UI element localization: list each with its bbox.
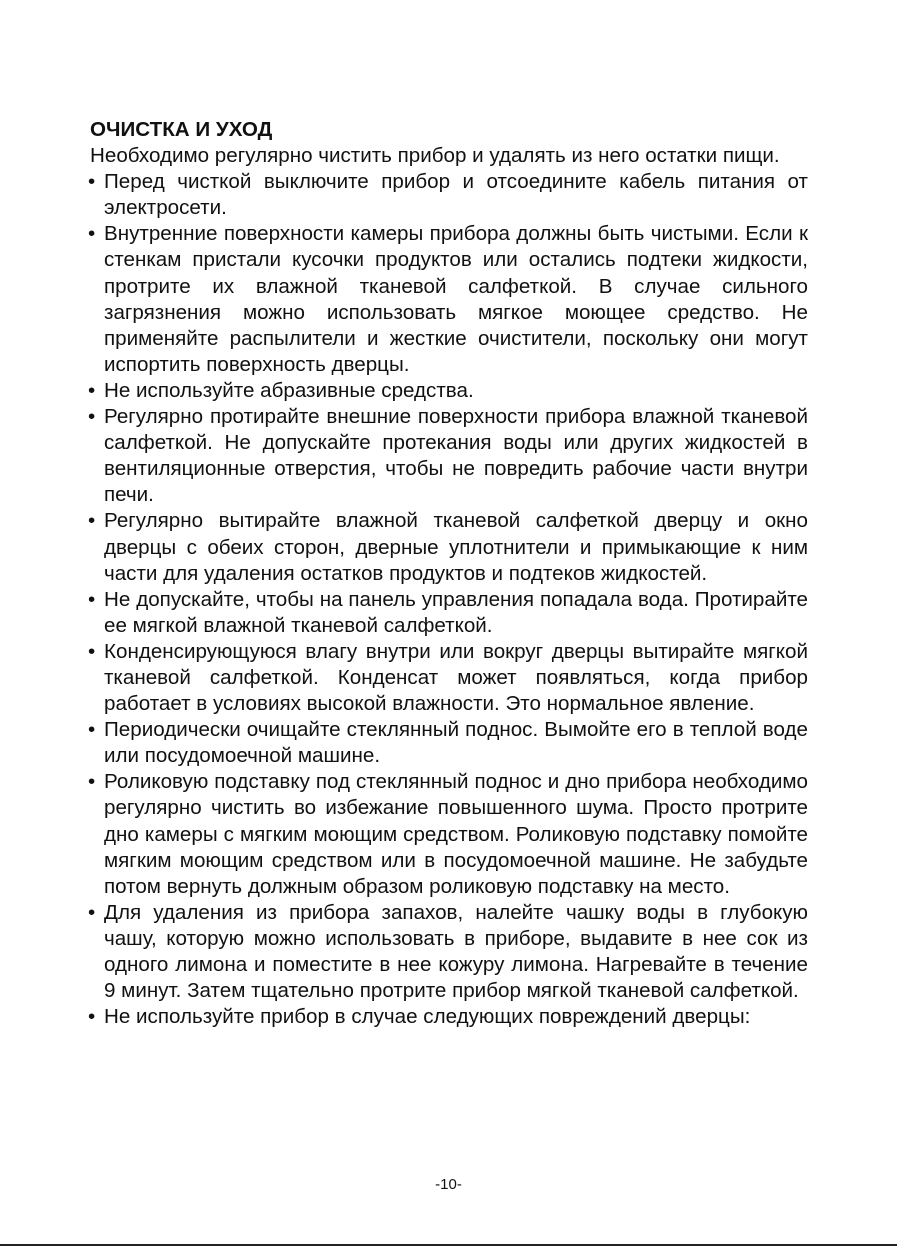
list-item <box>90 717 808 769</box>
bullet-icon: • <box>88 378 96 402</box>
bullet-icon: • <box>88 222 96 246</box>
bullet-icon: • <box>88 718 96 742</box>
list-item <box>90 769 808 899</box>
care-instructions-list <box>90 169 808 1030</box>
intro-paragraph: Необходимо регулярно чистить прибор и удалять из него остатки пищи. <box>90 144 780 168</box>
list-item <box>90 900 808 1004</box>
bullet-icon: • <box>88 770 96 794</box>
list-item <box>90 404 808 508</box>
bullet-icon: • <box>88 509 96 533</box>
list-item <box>90 639 808 717</box>
bullet-icon: • <box>88 1005 96 1029</box>
list-item-text: Не допускайте, чтобы на панель управления попадала вода. Протирайте ее мягкой влажной тканевой салфеткой. <box>104 587 808 637</box>
list-item <box>90 221 808 378</box>
list-item <box>90 169 808 221</box>
list-item-text: Не используйте прибор в случае следующих повреждений дверцы: <box>104 1005 751 1029</box>
page-number: -10- <box>435 1176 462 1193</box>
list-item <box>90 587 808 639</box>
bullet-icon: • <box>88 405 96 429</box>
list-item-text: Перед чисткой выключите прибор и отсоедините кабель питания от электросети. <box>104 170 808 220</box>
list-item-text: Не используйте абразивные средства. <box>104 378 474 402</box>
list-item-text: Для удаления из прибора запахов, налейте чашку воды в глубокую чашу, которую можно использовать в приборе, выдавите в нее сок из одного лимона и поместите в нее кожуру лимона. Нагревайте в течение 9 минут. Затем тщательно протрите прибор мягкой тканевой салфеткой. <box>104 900 808 1003</box>
list-item <box>90 508 808 586</box>
section-title: ОЧИСТКА И УХОД <box>90 118 273 141</box>
list-item <box>90 1004 808 1030</box>
list-item-text: Периодически очищайте стеклянный поднос. Вымойте его в теплой воде или посудомоечной машине. <box>104 718 808 768</box>
bullet-icon: • <box>88 900 96 924</box>
list-item-text: Конденсирующуюся влагу внутри или вокруг дверцы вытирайте мягкой тканевой салфеткой. Конденсат может появляться, когда прибор работает в условиях высокой влажности. Это нормальное явление. <box>104 639 808 716</box>
manual-page-content <box>90 117 808 1030</box>
list-item <box>90 378 808 404</box>
bullet-icon: • <box>88 170 96 194</box>
list-item-text: Внутренние поверхности камеры прибора должны быть чистыми. Если к стенкам пристали кусочки продуктов или остались подтеки жидкости, протрите их влажной тканевой салфеткой. В случае сильного загрязнения можно использовать мягкое моющее средство. Не применяйте распылители и жесткие очистители, поскольку они могут испортить поверхность дверцы. <box>104 222 808 376</box>
bullet-icon: • <box>88 639 96 663</box>
bullet-icon: • <box>88 587 96 611</box>
list-item-text: Роликовую подставку под стеклянный поднос и дно прибора необходимо регулярно чистить во избежание повышенного шума. Просто протрите дно камеры с мягким моющим средством. Роликовую подставку помойте мягким моющим средством или в посудомоечной машине. Не забудьте потом вернуть должным образом роликовую подставку на место. <box>104 770 808 898</box>
bottom-divider <box>0 1244 897 1246</box>
list-item-text: Регулярно протирайте внешние поверхности прибора влажной тканевой салфеткой. Не допускайте протекания воды или других жидкостей в вентиляционные отверстия, чтобы не повредить рабочие части внутри печи. <box>104 405 808 507</box>
list-item-text: Регулярно вытирайте влажной тканевой салфеткой дверцу и окно дверцы с обеих сторон, дверные уплотнители и примыкающие к ним части для удаления остатков продуктов и подтеков жидкостей. <box>104 509 808 585</box>
